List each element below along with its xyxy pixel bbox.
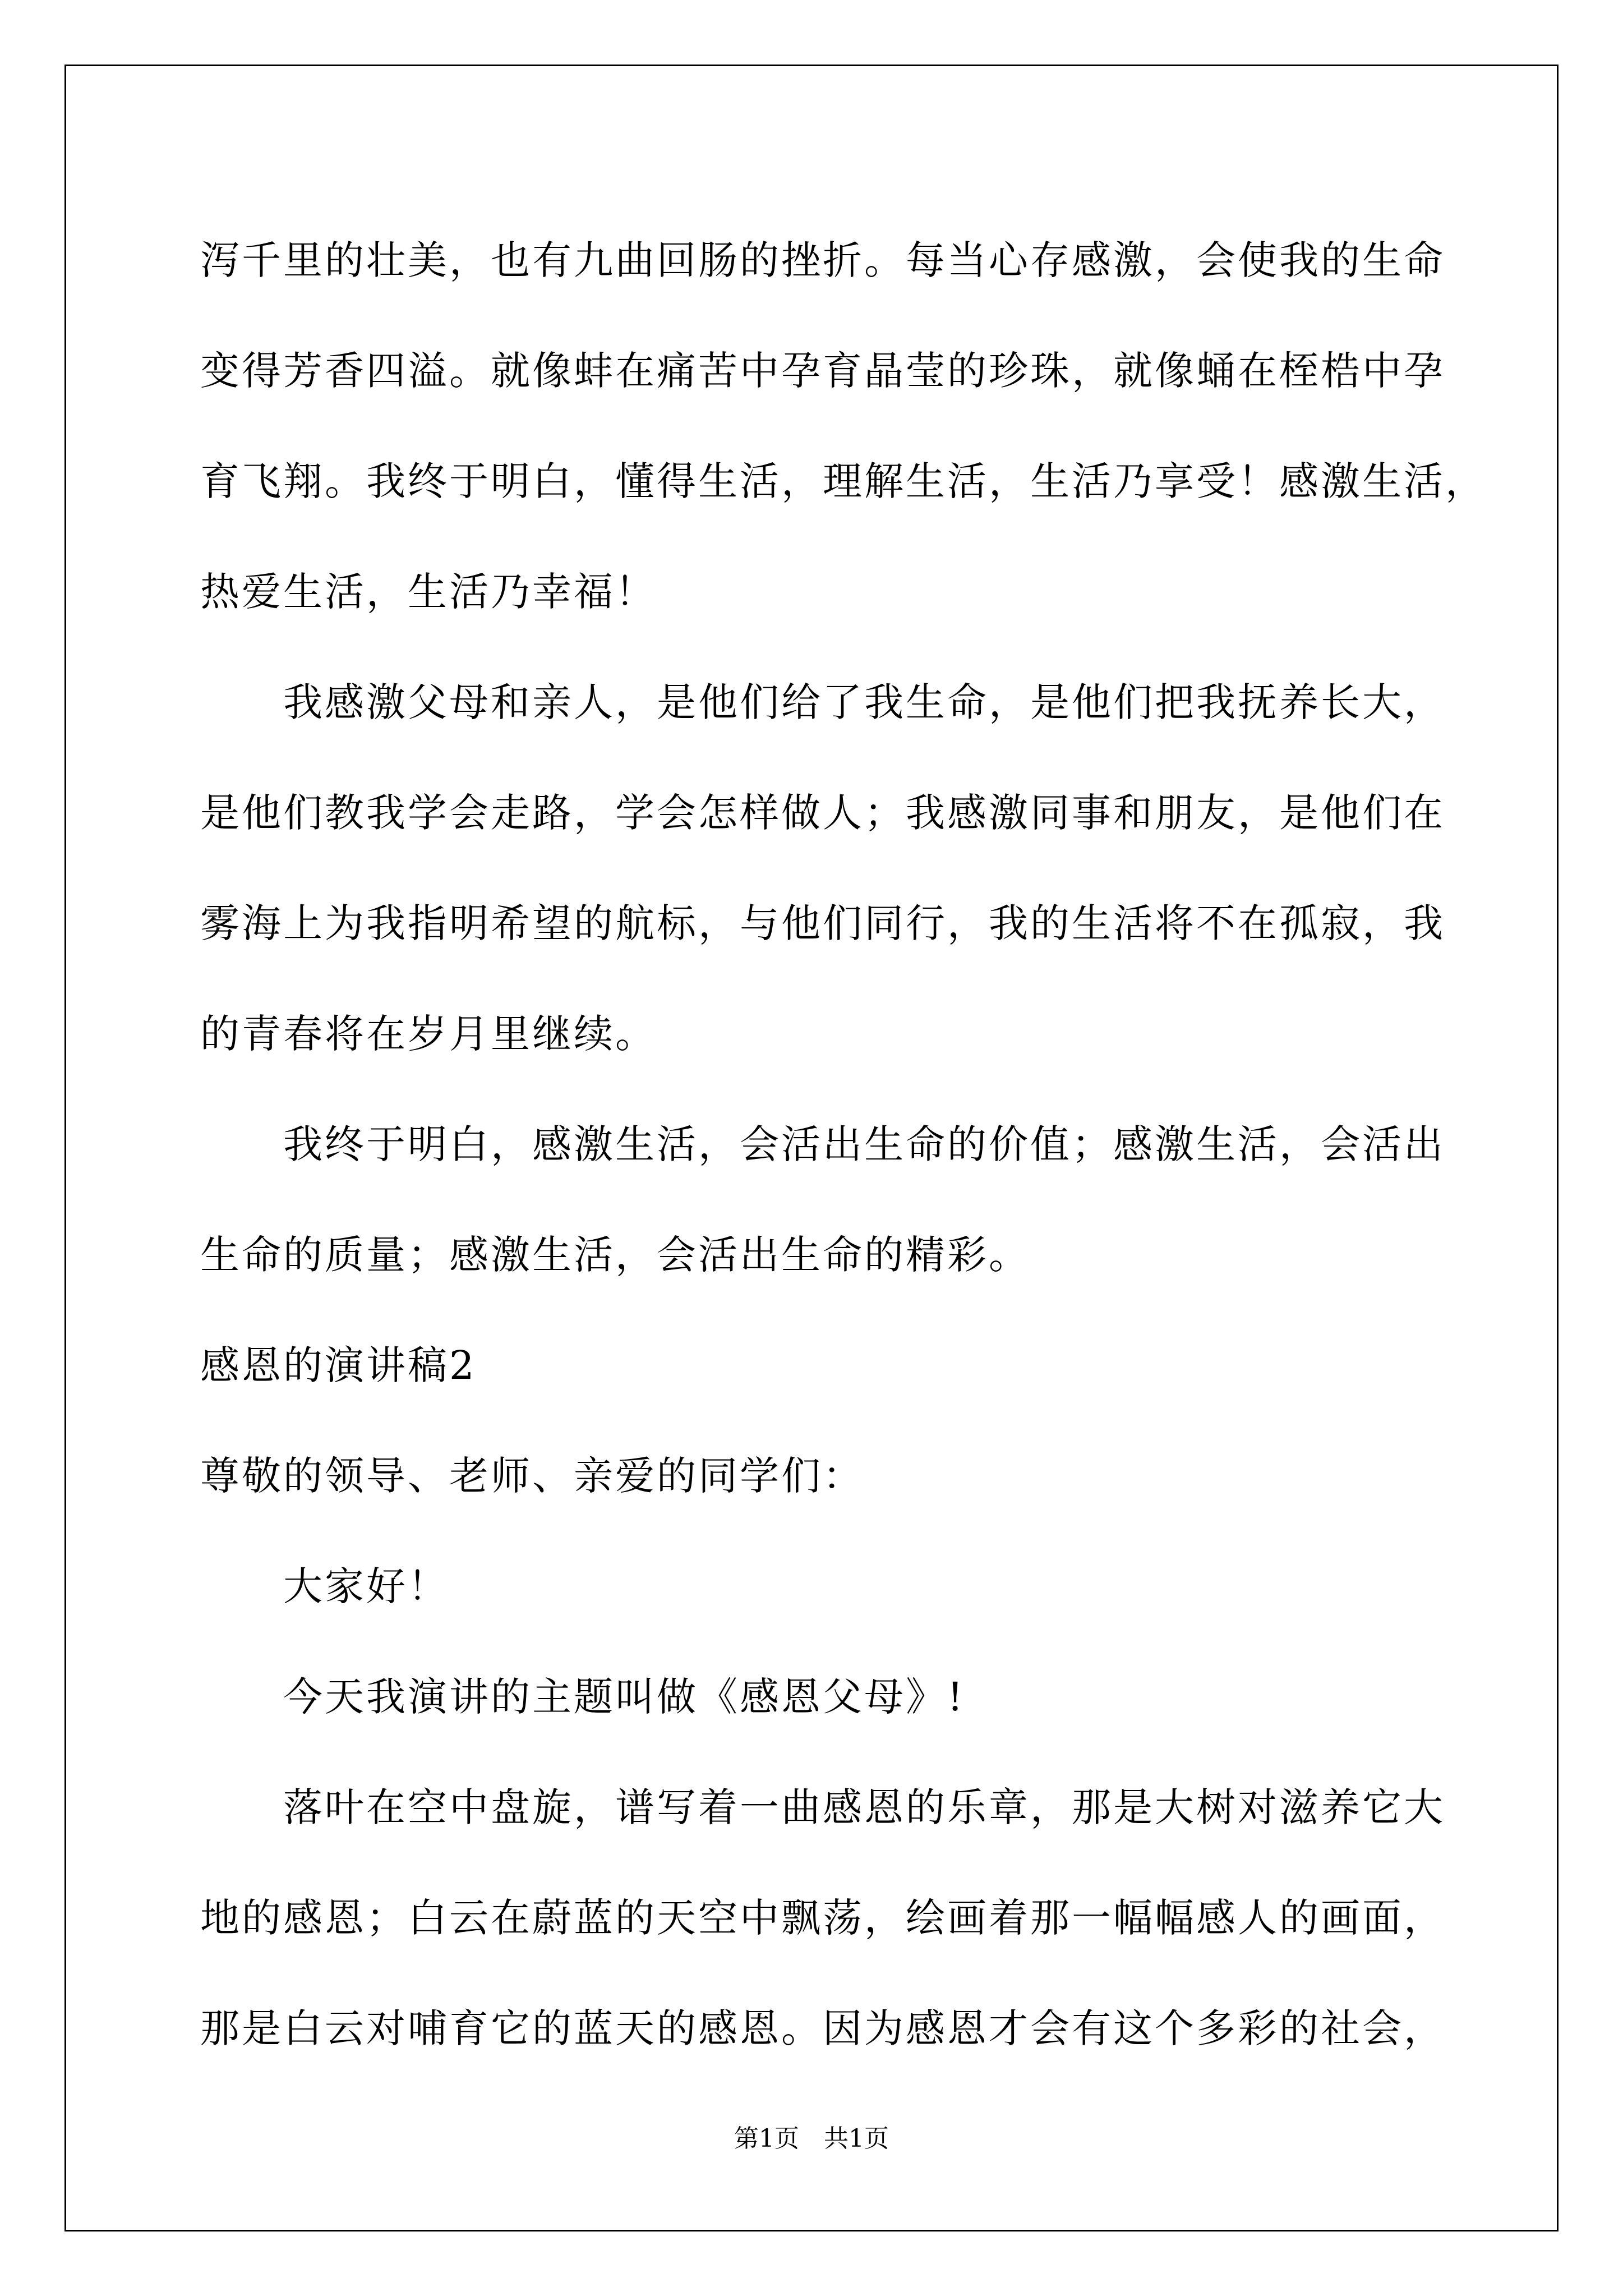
text-line: 生命的质量；感激生活，会活出生命的精彩。 <box>200 1232 1030 1278</box>
text-line: 大家好！ <box>283 1563 449 1609</box>
text-line: 雾海上为我指明希望的航标，与他们同行，我的生活将不在孤寂，我 <box>200 900 1445 946</box>
text-line: 热爱生活，生活乃幸福！ <box>200 569 657 615</box>
text-line: 尊敬的领导、老师、亲爱的同学们： <box>200 1453 864 1499</box>
page-footer: 第1页 共1页 <box>734 2124 889 2153</box>
text-line: 那是白云对哺育它的蓝天的感恩。因为感恩才会有这个多彩的社会， <box>200 2005 1445 2051</box>
text-line: 落叶在空中盘旋，谱写着一曲感恩的乐章，那是大树对滋养它大 <box>283 1784 1445 1830</box>
text-line: 我感激父母和亲人，是他们给了我生命，是他们把我抚养长大， <box>283 679 1445 725</box>
text-line: 变得芳香四溢。就像蚌在痛苦中孕育晶莹的珍珠，就像蛹在桎梏中孕 <box>200 348 1445 394</box>
text-line: 地的感恩；白云在蔚蓝的天空中飘荡，绘画着那一幅幅感人的画面， <box>200 1895 1445 1941</box>
text-line: 我终于明白，感激生活，会活出生命的价值；感激生活，会活出 <box>283 1121 1445 1167</box>
text-line: 感恩的演讲稿2 <box>200 1342 477 1388</box>
document-body <box>200 205 1487 2084</box>
text-line: 育飞翔。我终于明白，懂得生活，理解生活，生活乃享受！感激生活， <box>200 458 1487 504</box>
text-line: 泻千里的壮美，也有九曲回肠的挫折。每当心存感激，会使我的生命 <box>200 237 1445 283</box>
text-line: 是他们教我学会走路，学会怎样做人；我感激同事和朋友，是他们在 <box>200 790 1445 836</box>
text-line: 今天我演讲的主题叫做《感恩父母》! <box>283 1674 966 1720</box>
text-line: 的青春将在岁月里继续。 <box>200 1011 657 1057</box>
